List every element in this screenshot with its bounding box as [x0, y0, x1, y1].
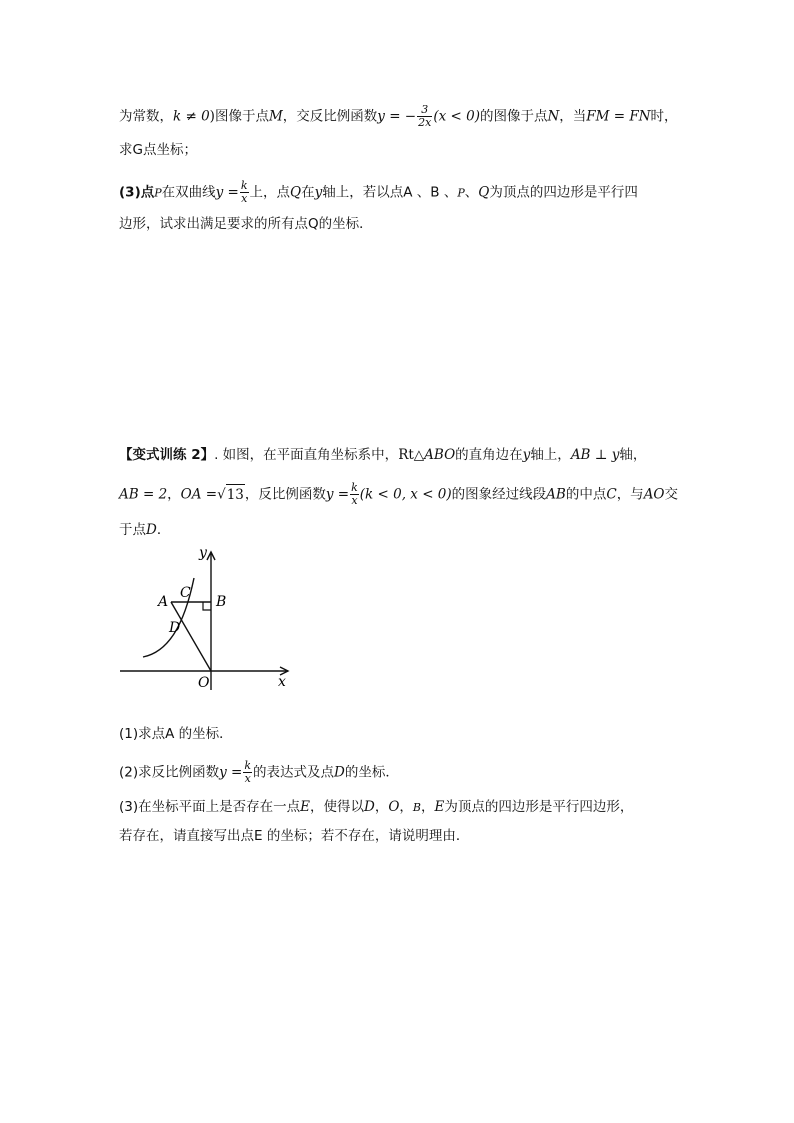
text: ， [374, 799, 389, 815]
problem-line-3 [119, 180, 638, 205]
label-y: y [199, 545, 207, 561]
math: O [388, 799, 400, 815]
text: ，反比例函数 [244, 486, 326, 503]
text: ，交反比例函数 [282, 108, 378, 125]
text: 的图像于点 [479, 108, 548, 125]
math: D [146, 522, 157, 538]
text: )图像于点 [209, 108, 269, 125]
math: M [268, 108, 283, 125]
math: AB [546, 486, 566, 503]
text: ，使得以 [309, 799, 364, 815]
fraction-numerator: k [244, 759, 252, 772]
text: . 如图，在平面直角坐标系中， [214, 447, 399, 463]
question-2 [119, 760, 399, 785]
text: 、 [464, 184, 479, 201]
text: (2)求反比例函数 [119, 764, 220, 781]
text: 的表达式及点 [253, 764, 335, 781]
math: B [412, 801, 421, 814]
text: ， [420, 799, 435, 815]
coordinate-figure [110, 540, 300, 700]
label-C: C [180, 585, 191, 601]
math: OA = [180, 486, 218, 503]
text: 的直角边在 [455, 447, 523, 463]
question-1 [119, 724, 233, 744]
text: 轴上，若以点A 、B 、 [322, 184, 458, 201]
math: D [334, 764, 345, 781]
text: ，与 [616, 486, 644, 503]
math: E [300, 799, 310, 815]
math: P [154, 186, 162, 200]
label-A: A [158, 594, 169, 610]
math: y [522, 447, 531, 463]
fraction-numerator: k [240, 179, 248, 192]
math: E [434, 799, 445, 815]
text: 为顶点的四边形是平行四边形， [444, 799, 634, 815]
problem-line-1 [119, 104, 678, 129]
question-3-line-2: 若存在，请直接写出点E 的坐标；若不存在，请说明理由． [119, 828, 470, 844]
label-D: D [169, 620, 181, 636]
math: 13 [226, 484, 245, 505]
math: FM = FN [586, 108, 651, 125]
text: (1)求点A 的坐标． [119, 726, 233, 742]
math: AO [643, 486, 665, 503]
math: Q [478, 184, 490, 201]
text: 的坐标． [344, 764, 399, 781]
text: 的图象经过线段 [451, 486, 547, 503]
question-3 [119, 797, 633, 818]
fraction-numerator: k [351, 481, 358, 494]
fraction-denominator: 2x [418, 116, 432, 129]
math: Q [290, 184, 302, 201]
text: 时， [650, 108, 678, 125]
math: N [547, 108, 560, 125]
problem-line-2: 求G点坐标； [119, 142, 197, 158]
text: 为顶点的四边形是平行四 [489, 184, 638, 201]
math: Rt△ [398, 447, 425, 463]
math: AB = 2 [119, 486, 168, 503]
math: C [606, 486, 617, 503]
math: (x < 0) [433, 108, 480, 125]
text: 轴， [619, 447, 647, 463]
math: P [457, 186, 465, 200]
exercise-line-2 [119, 482, 678, 507]
math: AB ⊥ y [570, 447, 620, 463]
exercise-title: 【变式训练 2】 [119, 447, 215, 463]
label-O: O [198, 675, 210, 691]
text: ，当 [559, 108, 587, 125]
label-x: x [278, 674, 286, 690]
math: (k < 0, x < 0) [359, 486, 452, 503]
math: y = − [377, 108, 417, 125]
fraction-denominator: x [244, 772, 251, 785]
label-B: B [216, 594, 227, 610]
text: ， [167, 486, 181, 503]
math: y = [325, 486, 350, 503]
math: k ≠ 0 [173, 108, 210, 125]
right-angle-mark [203, 602, 211, 610]
exercise-line-1 [119, 445, 646, 465]
fraction-numerator: 3 [417, 104, 432, 117]
fraction [243, 760, 252, 785]
text: 的中点 [565, 486, 607, 503]
fraction-denominator: x [351, 494, 358, 507]
sqrt-sign: √ [217, 486, 226, 503]
math: y [314, 184, 323, 201]
fraction [350, 482, 359, 507]
math: y = [219, 764, 243, 781]
text: 在双曲线 [161, 184, 216, 201]
text: 为常数， [119, 108, 173, 125]
math: ABO [424, 447, 456, 463]
text: ． [156, 522, 171, 538]
question-number: (3)点 [119, 184, 155, 201]
text: ， [399, 799, 413, 815]
text: 上，点 [249, 184, 291, 201]
fraction-denominator: x [241, 192, 248, 205]
fraction [417, 104, 432, 129]
fraction [240, 180, 249, 205]
exercise-line-3 [119, 520, 170, 540]
math: D [363, 799, 375, 815]
problem-line-4: 边形，试求出满足要求的所有点Q的坐标． [119, 216, 373, 232]
math: y = [215, 184, 239, 201]
text: 于点 [119, 522, 146, 538]
text: 交 [664, 486, 679, 503]
text: (3)在坐标平面上是否存在一点 [119, 799, 301, 815]
text: 轴上， [530, 447, 571, 463]
segment-AO [171, 602, 211, 671]
text: 在 [301, 184, 315, 201]
